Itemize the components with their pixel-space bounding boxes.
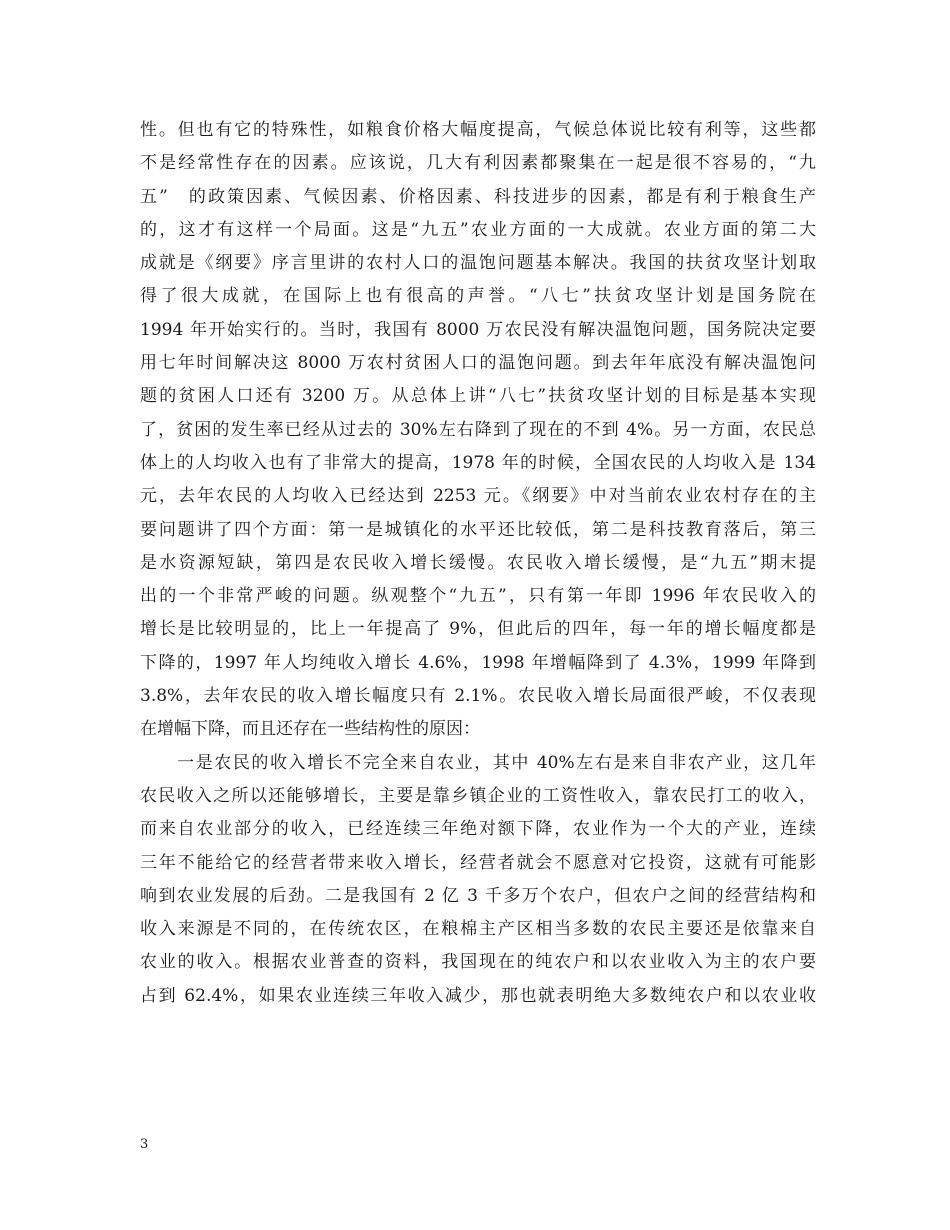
text-line: 在增幅下降，而且还存在一些结构性的原因： [140, 719, 480, 740]
text-line: 增长是比较明显的，比上一年提高了 9%，但此后的四年，每一年的增长幅度都是 [140, 619, 816, 640]
text-line: 要问题讲了四个方面：第一是城镇化的水平还比较低，第二是科技教育落后，第三 [140, 519, 816, 540]
text-line: 而来自农业部分的收入，已经连续三年绝对额下降，农业作为一个大的产业，连续 [140, 819, 816, 840]
text-line: 农民收入之所以还能够增长，主要是靠乡镇企业的工资性收入，靠农民打工的收入， [140, 785, 816, 806]
text-line: 一是农民的收入增长不完全来自农业，其中 40%左右是来自非农产业，这几年 [140, 752, 816, 773]
text-line: 农业的收入。根据农业普查的资料，我国现在的纯农户和以农业收入为主的农户要 [140, 952, 816, 973]
text-line: 响到农业发展的后劲。二是我国有 2 亿 3 千多万个农户，但农户之间的经营结构和 [140, 885, 816, 906]
text-line: 元，去年农民的人均收入已经达到 2253 元。《纲要》中对当前农业农村存在的主 [140, 486, 816, 507]
text-line: 体上的人均收入也有了非常大的提高，1978 年的时候，全国农民的人均收入是 134 [140, 452, 816, 473]
text-line: 1994 年开始实行的。当时，我国有 8000 万农民没有解决温饱问题，国务院决定要 [140, 319, 816, 340]
text-line: 三年不能给它的经营者带来收入增长，经营者就会不愿意对它投资，这就有可能影 [140, 852, 816, 873]
text-line: 收入来源是不同的，在传统农区，在粮棉主产区相当多数的农民主要还是依靠来自 [140, 919, 816, 940]
text-line: 占到 62.4%，如果农业连续三年收入减少，那也就表明绝大多数纯农户和以农业收 [140, 985, 816, 1006]
text-line: 五” 的政策因素、气候因素、价格因素、科技进步的因素，都是有利于粮食生产 [140, 186, 816, 207]
page-number: 3 [140, 1137, 149, 1152]
text-line: 了，贫困的发生率已经从过去的 30%左右降到了现在的不到 4%。另一方面，农民总 [140, 419, 816, 440]
text-line: 题的贫困人口还有 3200 万。从总体上讲“八七”扶贫攻坚计划的目标是基本实现 [140, 386, 816, 407]
text-line: 下降的，1997 年人均纯收入增长 4.6%，1998 年增幅降到了 4.3%，1999 年降到 [140, 652, 816, 673]
text-line: 得了很大成就，在国际上也有很高的声誉。“八七”扶贫攻坚计划是国务院在 [140, 286, 816, 307]
text-line: 是水资源短缺，第四是农民收入增长缓慢。农民收入增长缓慢，是“九五”期末提 [140, 552, 816, 573]
text-line: 成就是《纲要》序言里讲的农村人口的温饱问题基本解决。我国的扶贫攻坚计划取 [140, 253, 816, 274]
text-line: 用七年时间解决这 8000 万农村贫困人口的温饱问题。到去年年底没有解决温饱问 [140, 353, 816, 374]
body-text [140, 114, 816, 1013]
text-line: 出的一个非常严峻的问题。纵观整个“九五”，只有第一年即 1996 年农民收入的 [140, 586, 816, 607]
text-line: 性。但也有它的特殊性，如粮食价格大幅度提高，气候总体说比较有利等，这些都 [140, 120, 816, 140]
text-line: 不是经常性存在的因素。应该说，几大有利因素都聚集在一起是很不容易的，“九 [140, 153, 816, 174]
text-line: 的，这才有这样一个局面。这是“九五”农业方面的一大成就。农业方面的第二大 [140, 219, 816, 240]
text-line: 3.8%，去年农民的收入增长幅度只有 2.1%。农民收入增长局面很严峻，不仅表现 [140, 686, 816, 707]
